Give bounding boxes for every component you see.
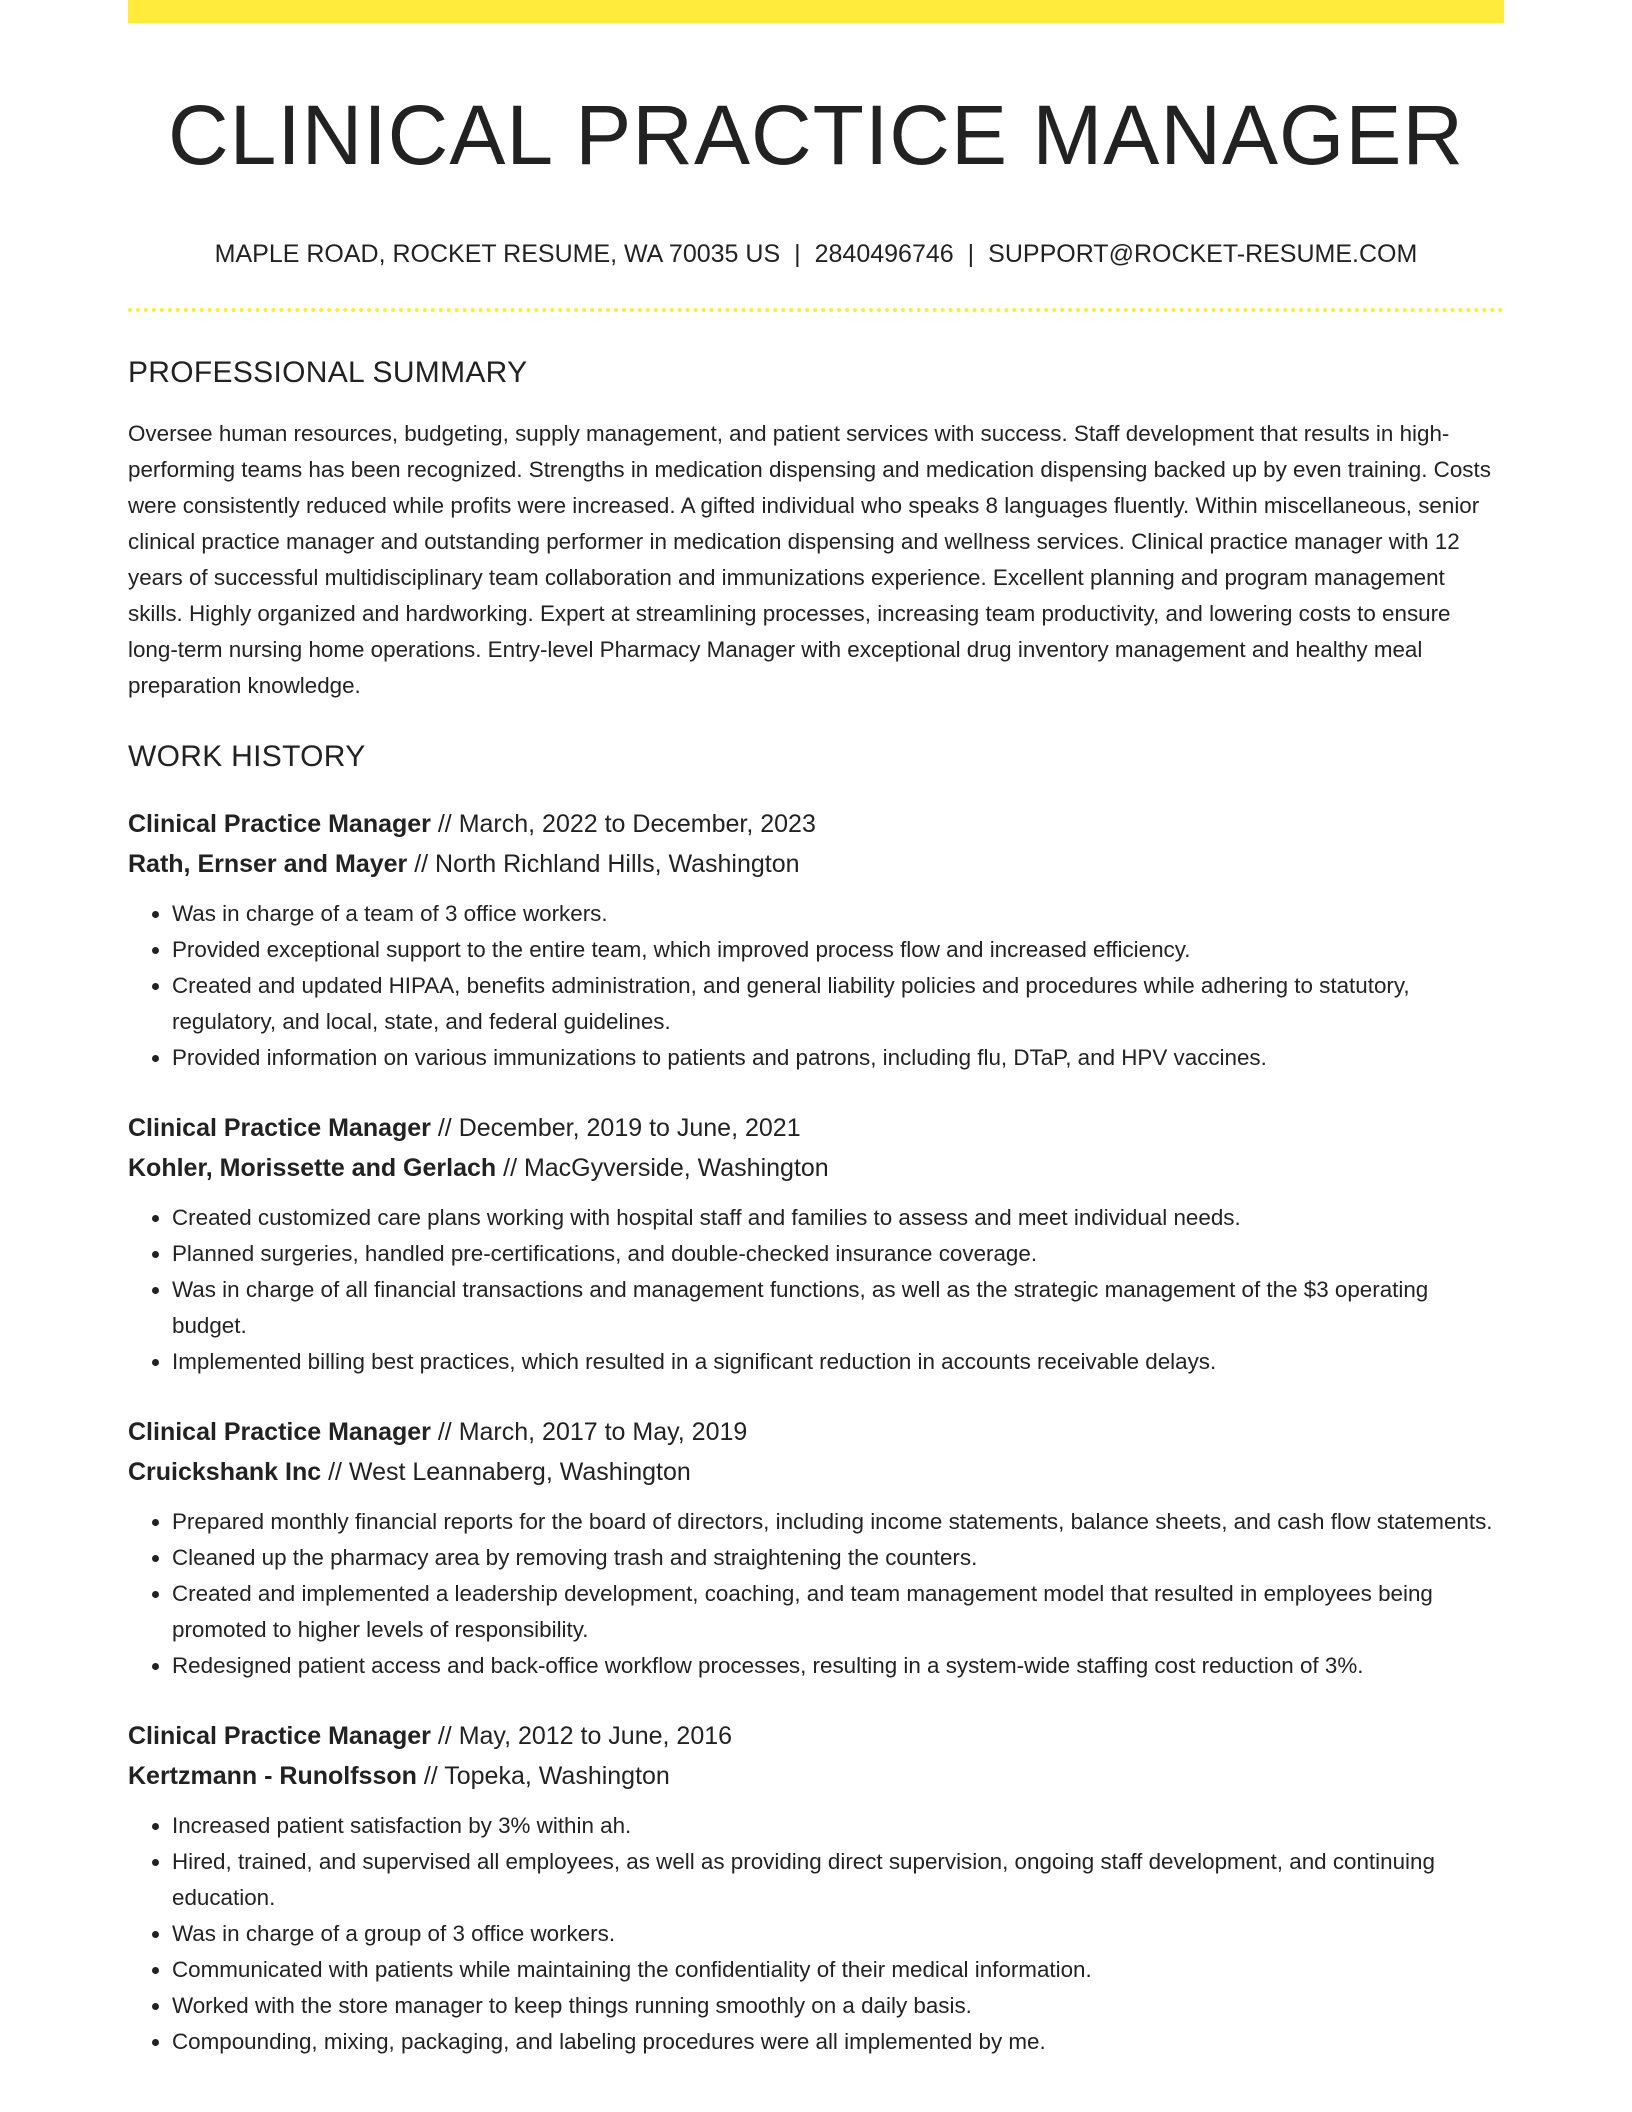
job-bullets [128, 896, 1504, 1076]
job-entry [128, 1108, 1504, 1380]
job-bullet: • Compounding, mixing, packaging, and labeling procedures were all implemented by me. [172, 2024, 1504, 2060]
job-title-line [128, 1716, 1504, 1756]
work-history-heading: WORK HISTORY [128, 740, 366, 774]
contact-address: MAPLE ROAD, ROCKET RESUME, WA 70035 US [214, 239, 781, 268]
job-bullet: • Redesigned patient access and back-office workflow processes, resulting in a system-wide staffing cost reduction of 3%. [172, 1648, 1504, 1684]
job-dates: // December, 2019 to June, 2021 [430, 1114, 801, 1143]
job-location: // Topeka, Washington [416, 1762, 670, 1791]
job-entry [128, 804, 1504, 1076]
contact-separator: | [794, 239, 801, 268]
contact-phone: 2840496746 [814, 239, 954, 268]
job-bullet: • Communicated with patients while maintaining the confidentiality of their medical information. [172, 1952, 1504, 1988]
job-company-line [128, 1756, 1504, 1796]
job-bullet: • Prepared monthly financial reports for the board of directors, including income statements, balance sheets, and cash flow statements. [172, 1504, 1504, 1540]
job-title: Clinical Practice Manager [128, 1418, 431, 1447]
resume-title: CLINICAL PRACTICE MANAGER [167, 88, 1465, 182]
job-dates: // May, 2012 to June, 2016 [430, 1722, 733, 1751]
job-title: Clinical Practice Manager [128, 810, 431, 839]
job-bullet: • Implemented billing best practices, which resulted in a significant reduction in accounts receivable delays. [172, 1344, 1504, 1380]
contact-email: SUPPORT@ROCKET-RESUME.COM [988, 239, 1418, 268]
job-bullet: • Worked with the store manager to keep things running smoothly on a daily basis. [172, 1988, 1504, 2024]
job-title-line [128, 1412, 1504, 1452]
job-location: // North Richland Hills, Washington [407, 850, 800, 879]
job-title: Clinical Practice Manager [128, 1722, 431, 1751]
contact-line [128, 238, 1504, 271]
job-bullet: • Provided information on various immunizations to patients and patrons, including flu, DTaP, and HPV vaccines. [172, 1040, 1504, 1076]
job-company: Rath, Ernser and Mayer [128, 850, 408, 879]
accent-top-bar [128, 0, 1504, 23]
job-bullets [128, 1808, 1504, 2060]
job-company-line [128, 1148, 1504, 1188]
job-bullet: • Planned surgeries, handled pre-certifications, and double-checked insurance coverage. [172, 1236, 1504, 1272]
job-bullet: • Provided exceptional support to the entire team, which improved process flow and increased efficiency. [172, 932, 1504, 968]
job-bullet: • Created and updated HIPAA, benefits administration, and general liability policies and procedures while adhering to statutory, regulatory, and local, state, and federal guidelines. [172, 968, 1504, 1040]
job-dates: // March, 2022 to December, 2023 [430, 810, 816, 839]
job-company: Kohler, Morissette and Gerlach [128, 1154, 497, 1183]
job-title: Clinical Practice Manager [128, 1114, 431, 1143]
job-bullet: • Cleaned up the pharmacy area by removing trash and straightening the counters. [172, 1540, 1504, 1576]
job-bullet: • Increased patient satisfaction by 3% within ah. [172, 1808, 1504, 1844]
job-company: Kertzmann - Runolfsson [128, 1762, 417, 1791]
job-bullets [128, 1200, 1504, 1380]
job-bullet: • Was in charge of a team of 3 office workers. [172, 896, 1504, 932]
job-company-line [128, 1452, 1504, 1492]
job-entry [128, 1412, 1504, 1684]
job-dates: // March, 2017 to May, 2019 [430, 1418, 748, 1447]
job-company: Cruickshank Inc [128, 1458, 322, 1487]
job-bullet: • Was in charge of all financial transactions and management functions, as well as the strategic management of the $3 operating budget. [172, 1272, 1504, 1344]
contact-separator: | [967, 239, 975, 268]
job-title-line [128, 1108, 1504, 1148]
job-bullet: • Was in charge of a group of 3 office workers. [172, 1916, 1504, 1952]
job-location: // MacGyverside, Washington [496, 1154, 829, 1183]
resume-page [128, 0, 1504, 2060]
job-bullet: • Hired, trained, and supervised all employees, as well as providing direct supervision, ongoing staff development, and continuing education. [172, 1844, 1504, 1916]
job-bullets [128, 1504, 1504, 1684]
job-bullet: • Created customized care plans working with hospital staff and families to assess and meet individual needs. [172, 1200, 1504, 1236]
job-bullet: • Created and implemented a leadership development, coaching, and team management model that resulted in employees being promoted to higher levels of responsibility. [172, 1576, 1504, 1648]
job-location: // West Leannaberg, Washington [321, 1458, 691, 1487]
job-title-line [128, 804, 1504, 844]
summary-text: Oversee human resources, budgeting, supply management, and patient services with success. Staff development that results in high-performing teams has been recognized. Strengths in medication dispensing and medication dispensing backed up by even training. Costs were consistently reduced while profits were increased. A gifted individual who speaks 8 languages fluently. Within miscellaneous, senior clinical practice manager and outstanding performer in medication dispensing and wellness services. Clinical practice manager with 12 years of successful multidisciplinary team collaboration and immunizations experience. Excellent planning and program management skills. Highly organized and hardworking. Expert at streamlining processes, increasing team productivity, and lowering costs to ensure long-term nursing home operations. Entry-level Pharmacy Manager with exceptional drug inventory management and healthy meal preparation knowledge. [128, 421, 1491, 699]
dotted-divider [128, 308, 1504, 312]
job-entry [128, 1716, 1504, 2060]
summary-heading: PROFESSIONAL SUMMARY [128, 356, 528, 390]
job-company-line [128, 844, 1504, 884]
